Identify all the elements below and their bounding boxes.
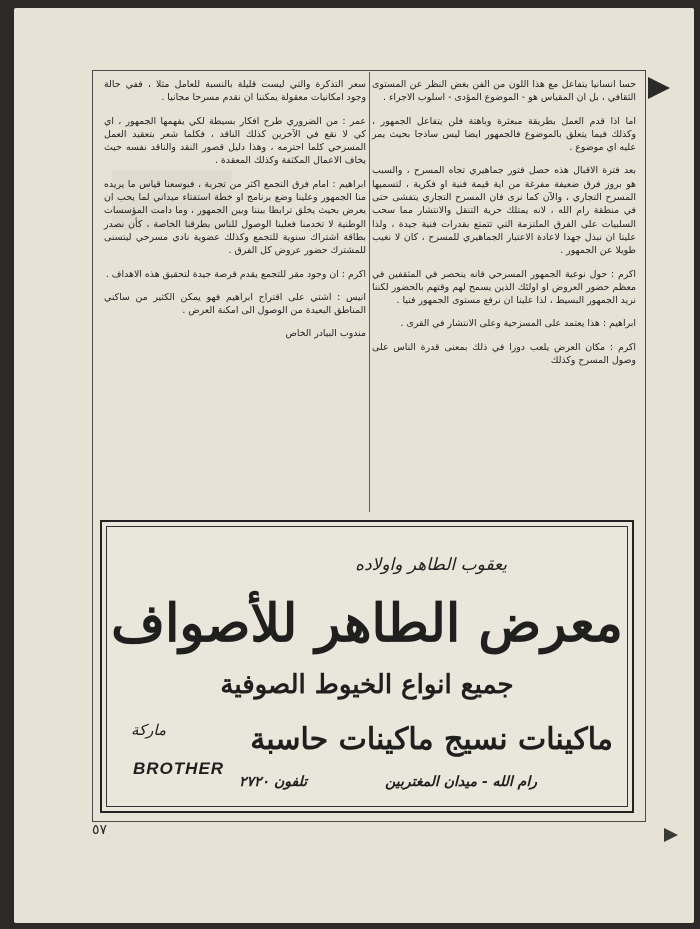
ad-owner: يعقوب الطاهر واولاده — [355, 555, 507, 575]
paragraph: اما اذا قدم العمل بطريقة مبعثرة وباهتة فلن يتفاعل الجمهور ، وكذلك فيما يتعلق بالموضوع فالجمهور ايضا ليس ساذجا بحيث يمر عليه اي موضوع . — [372, 115, 636, 154]
section-tab-marker — [648, 77, 670, 99]
paragraph: عمر : من الضروري طرح افكار بسيطة لكي يفهمها الجمهور ، اي كي لا نقع في الآخرين كذلك الناقد ، فكلما شعر بتعقيد العمل المسرحي كلما احترمه ، وهذا دليل قصور النقد والناقد نفسه حيث يخاف الاعمال المكثفة وكذلك المعقدة . — [104, 115, 366, 167]
paragraph: حسا انسانيا يتفاعل مع هذا اللون من الفن بغض النظر عن المستوى الثقافي ، بل ان المقياس هو - الموضوع المؤدى - اسلوب الاجراء . — [372, 79, 636, 104]
paragraph: انيس : اشتي على اقتراح ابراهيم فهو يمكن الكثير من ساكني المناطق البعيدة من الوصول الى امكنة العرض . — [104, 291, 366, 317]
article-right-column — [372, 78, 636, 377]
advertisement-inner-border — [106, 526, 628, 807]
column-divider — [369, 72, 370, 512]
ad-shop-name: معرض الطاهر للأصواف — [111, 593, 623, 654]
paragraph: اكرم : مكان العرض يلعب دورا في ذلك بمعنى قدرة الناس على وصول المسرح وكذلك — [372, 341, 636, 367]
ad-tagline: جميع انواع الخيوط الصوفية — [220, 670, 514, 700]
paragraph: ابراهيم : هذا يعتمد على المسرحية وعلى الانتشار في القرى . — [400, 318, 636, 330]
ad-address: رام الله - ميدان المغتربين — [385, 774, 537, 790]
page-number: ٥٧ — [92, 822, 108, 838]
paragraph: سعر التذكرة والتي ليست قليلة بالنسبة للعامل مثلا ، ففي حالة وجود امكانيات معقولة يمكننا ان نقدم مسرحا مجانيا . — [104, 79, 366, 104]
ad-brand-label: ماركة — [131, 721, 167, 739]
ad-phone: تلفون ٢٧٢٠ — [239, 774, 308, 790]
paragraph: اكرم : حول نوعية الجمهور المسرحي فانه ينحصر في المثقفين في معظم حضور العروض او اولئك الذين يسمح لهم وقتهم بالحضور لكننا نريد الجمهور البسيط ، لذا علينا ان نرفع مستوى الجمهور فنيا . — [372, 268, 636, 307]
ad-brand: BROTHER — [133, 759, 225, 778]
paragraph: ابراهيم : امام فرق التجمع اكثر من تجربة ، فبوسعنا قياس ما يريده منا الجمهور وعلينا وضع برنامج او خطة استفتاء ميداني لما يحب ان يعرض بحيث يخلق ترابطا بيننا وبين الجمهور ، وما دامت المؤسسات الوطنية لا تخدمنا فعلينا الوصول للناس بطرقنا الخاصة ، كأن نصدر بطاقة اشتراك سنوية للتجمع وكذلك عضوية نادي مسرحي ليتسنى للمشترك حضور عروض كل الفرق . — [104, 178, 366, 257]
paragraph: بعد فترة الاقبال هذه حصل فتور جماهيري تجاه المسرح ، والسبب هو بروز فرق ضعيفة مفرغة من اية قيمة فنية او فكرية ، لتسميها المسرح التجاري ، والآن كما نرى فان المسرح التجاري يتفشى حتى في منطقة رام الله ، لانه يمتلك حرية التنقل والانتشار مما سحب السلبيات على الفرق الملتزمة التي تتمتع بقدرات فنية جيدة ، ولذا علينا ان نبذل جهدا لاعادة الاعتبار الجماهيري للمسرح ، كان لا نغيب طويلا عن الجمهور . — [372, 165, 636, 257]
paragraph: اكرم : ان وجود مقر للتجمع يقدم فرصة جيدة لتحقيق هذه الاهداف . — [105, 268, 366, 280]
page-edge-marker — [664, 828, 678, 842]
advertisement-box — [100, 520, 634, 813]
article-left-column — [104, 78, 366, 351]
ad-products: ماكينات نسيج ماكينات حاسبة — [250, 722, 613, 757]
byline: مندوب البيادر الخاص — [285, 328, 366, 340]
